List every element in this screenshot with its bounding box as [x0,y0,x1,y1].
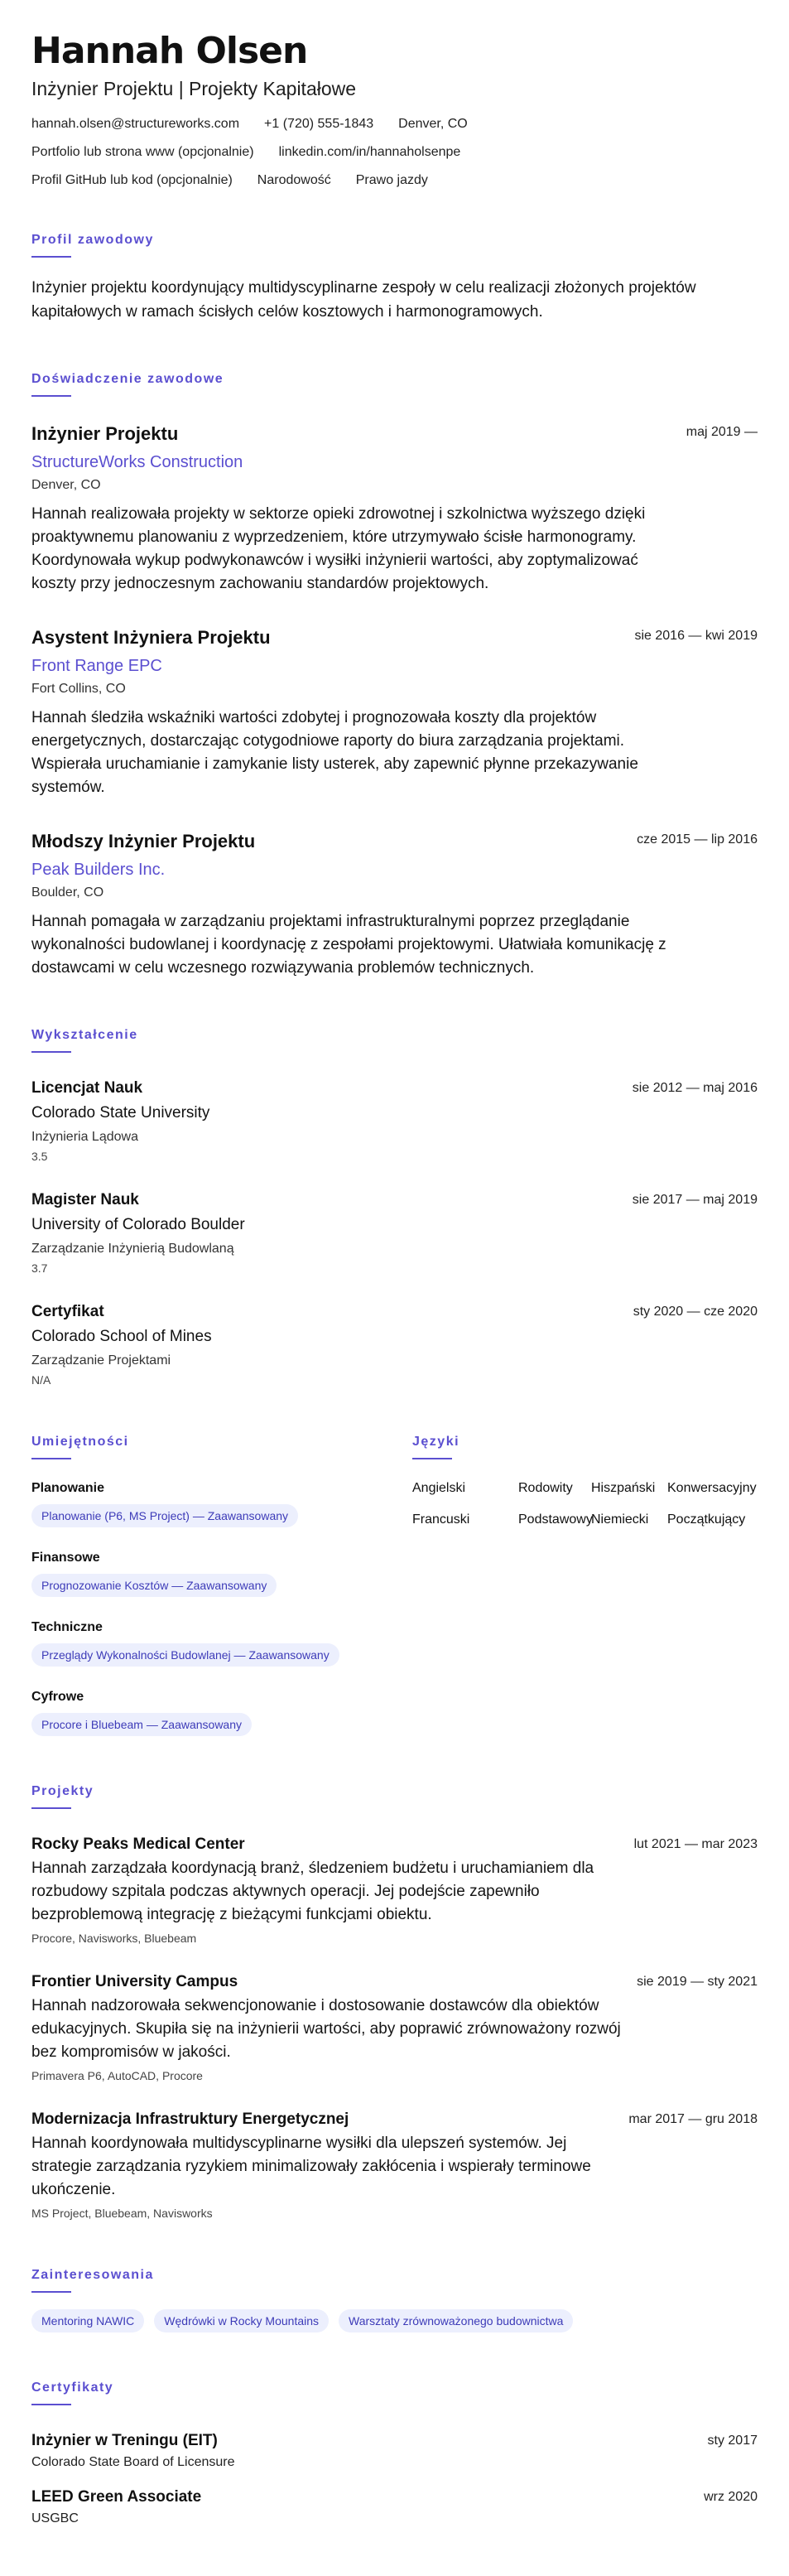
project-entry [31,1973,758,2082]
project-description: Hannah nadzorowała sekwencjonowanie i dostosowanie dostawców dla obiektów edukacyjnych. Skupiła się na inżynierii wartości, aby poprawić zrównoważony rozwój bez kompromisów w jakości. [31,1997,621,2061]
section-divider [31,2291,71,2293]
certificate-issuer: Colorado State Board of Licensure [31,2455,235,2469]
section-title-certificates: Certyfikaty [31,2381,114,2395]
language-row [412,1512,758,1527]
education-date: sie 2012 — maj 2016 [632,1081,758,1095]
contact-portfolio[interactable]: Portfolio lub strona www (opcjonalnie) [31,145,254,159]
contact-row-3 [31,173,758,188]
contact-nationality: Narodowość [257,173,331,187]
skill-chip: Procore i Bluebeam — Zaawansowany [31,1713,252,1736]
project-entry [31,2110,758,2220]
language-name: Francuski [412,1512,470,1527]
language-name: Angielski [412,1481,466,1495]
education-entry [31,1303,758,1387]
project-date: lut 2021 — mar 2023 [633,1837,758,1851]
certificate-name: LEED Green Associate [31,2488,202,2506]
section-divider [31,1807,71,1809]
contact-email[interactable]: hannah.olsen@structureworks.com [31,117,240,131]
education-field: Zarządzanie Inżynierią Budowlaną [31,1242,234,1256]
education-date: sie 2017 — maj 2019 [632,1193,758,1207]
candidate-name: Hannah Olsen [31,30,308,72]
section-title-skills: Umiejętności [31,1435,129,1449]
language-level: Początkujący [667,1512,746,1527]
contact-row-2 [31,145,758,160]
education-date: sty 2020 — cze 2020 [633,1305,758,1319]
job-date: maj 2019 — [686,425,758,439]
section-divider [31,1051,71,1053]
contact-driving-license: Prawo jazdy [355,173,428,187]
certificate-entry [31,2432,758,2470]
job-entry [31,627,758,799]
education-grade: 3.7 [31,1261,48,1275]
job-location: Denver, CO [31,478,101,492]
contact-github[interactable]: Profil GitHub lub kod (opcjonalnie) [31,173,233,187]
job-title: Inżynier Projektu [31,423,179,444]
job-description: Hannah realizowała projekty w sektorze opieki zdrowotnej i szkolnictwa wyższego dzięki proaktywnemu planowaniu z wyprzedzeniem, które utrzymywało ścisłe harmonogramy. Koordynowała wykup podwykonawców i wysiłki inżynierii wartości, aby zoptymalizować koszty przy jednoczesnym zachowaniu standardów projektowych. [31,505,646,592]
certificate-entry [31,2488,758,2526]
skill-category: Techniczne [31,1620,103,1634]
certificate-name: Inżynier w Treningu (EIT) [31,2432,218,2449]
section-title-education: Wykształcenie [31,1028,138,1042]
job-date: cze 2015 — lip 2016 [637,832,758,847]
contact-linkedin[interactable]: linkedin.com/in/hannaholsenpe [278,145,461,159]
skills-languages-row [31,1387,758,1736]
section-title-interests: Zainteresowania [31,2268,154,2282]
job-entry [31,423,758,596]
project-description: Hannah zarządzała koordynacją branż, śledzeniem budżetu i uruchamianiem dla rozbudowy szpitala podczas aktywnych operacji. Jej podejście zapewniło bezproblemową integrację z bieżącymi funkcjami obiektu. [31,1860,594,1923]
contact-phone[interactable]: +1 (720) 555-1843 [264,117,374,131]
education-degree: Licencjat Nauk [31,1079,143,1097]
interest-chip: Mentoring NAWIC [31,2309,144,2332]
languages-column [412,1387,758,1736]
certificate-issuer: USGBC [31,2511,79,2525]
project-tools: MS Project, Bluebeam, Navisworks [31,2207,213,2220]
education-grade: N/A [31,1373,51,1387]
contact-row-1 [31,117,758,132]
project-tools: Procore, Navisworks, Bluebeam [31,1932,197,1945]
education-degree: Magister Nauk [31,1191,139,1208]
language-level: Rodowity [518,1481,573,1495]
job-company[interactable]: Peak Builders Inc. [31,861,166,879]
education-field: Zarządzanie Projektami [31,1353,171,1368]
education-entry [31,1079,758,1163]
job-company[interactable]: Front Range EPC [31,657,162,675]
project-entry [31,1836,758,1945]
skill-category: Planowanie [31,1481,105,1495]
section-title-profile: Profil zawodowy [31,233,154,247]
interest-chip: Warsztaty zrównoważonego budownictwa [339,2309,573,2332]
project-tools: Primavera P6, AutoCAD, Procore [31,2069,203,2082]
education-school: University of Colorado Boulder [31,1216,245,1233]
skill-category: Finansowe [31,1551,100,1565]
project-date: mar 2017 — gru 2018 [628,2112,758,2126]
language-name: Niemiecki [591,1512,649,1527]
section-title-projects: Projekty [31,1784,94,1798]
project-date: sie 2019 — sty 2021 [637,1975,758,1989]
job-company[interactable]: StructureWorks Construction [31,453,243,471]
certificate-date: wrz 2020 [704,2490,758,2504]
section-divider [31,395,71,397]
skill-chip: Planowanie (P6, MS Project) — Zaawansowany [31,1504,298,1527]
job-description: Hannah pomagała w zarządzaniu projektami infrastrukturalnymi poprzez przeglądanie wykonalności budowlanej i koordynację z zespołami projektowymi. Ułatwiała komunikację z dostawcami w celu wczesnego rozwiązywania problemów technicznych. [31,913,666,977]
project-name: Frontier University Campus [31,1973,238,1990]
job-title: Młodszy Inżynier Projektu [31,831,256,851]
profile-summary: Inżynier projektu koordynujący multidyscyplinarne zespoły w celu realizacji złożonych projektów kapitałowych w ramach ścisłych celów kosztowych i harmonogramowych. [31,279,696,321]
education-grade: 3.5 [31,1150,48,1163]
section-divider [31,1458,71,1459]
certificate-date: sty 2017 [707,2434,758,2448]
education-entry [31,1191,758,1275]
language-name: Hiszpański [591,1481,656,1495]
project-name: Modernizacja Infrastruktury Energetycznej [31,2110,349,2128]
candidate-headline: Inżynier Projektu | Projekty Kapitałowe [31,78,357,99]
job-title: Asystent Inżyniera Projektu [31,627,271,648]
education-school: Colorado State University [31,1104,210,1122]
section-title-experience: Doświadczenie zawodowe [31,372,224,386]
job-date: sie 2016 — kwi 2019 [634,629,758,643]
section-divider [412,1458,452,1459]
job-location: Fort Collins, CO [31,682,126,696]
education-field: Inżynieria Lądowa [31,1130,138,1144]
contact-location: Denver, CO [398,117,468,131]
interests-list [31,2309,758,2332]
section-title-languages: Języki [412,1435,460,1449]
skills-column [31,1387,412,1736]
education-school: Colorado School of Mines [31,1328,212,1345]
section-divider [31,256,71,258]
skill-chip: Prognozowanie Kosztów — Zaawansowany [31,1574,277,1597]
skill-chip: Przeglądy Wykonalności Budowlanej — Zaawansowany [31,1643,339,1667]
language-row [412,1481,758,1496]
language-level: Konwersacyjny [667,1481,757,1495]
language-level: Podstawowy [518,1512,593,1527]
section-divider [31,2404,71,2405]
project-name: Rocky Peaks Medical Center [31,1836,245,1853]
skill-category: Cyfrowe [31,1690,84,1704]
job-entry [31,831,758,980]
education-degree: Certyfikat [31,1303,104,1320]
interest-chip: Wędrówki w Rocky Mountains [154,2309,329,2332]
job-location: Boulder, CO [31,885,104,900]
job-description: Hannah śledziła wskaźniki wartości zdobytej i prognozowała koszty dla projektów energetycznych, dostarczając cotygodniowe raporty do biura zarządzania projektami. Wspierała uruchamianie i zamykanie listy usterek, aby zapewnić płynne przekazywanie systemów. [31,709,638,796]
project-description: Hannah koordynowała multidyscyplinarne wysiłki dla ulepszeń systemów. Jej strategie zarządzania ryzykiem minimalizowały zakłócenia i wspierały terminowe ukończenie. [31,2135,591,2198]
